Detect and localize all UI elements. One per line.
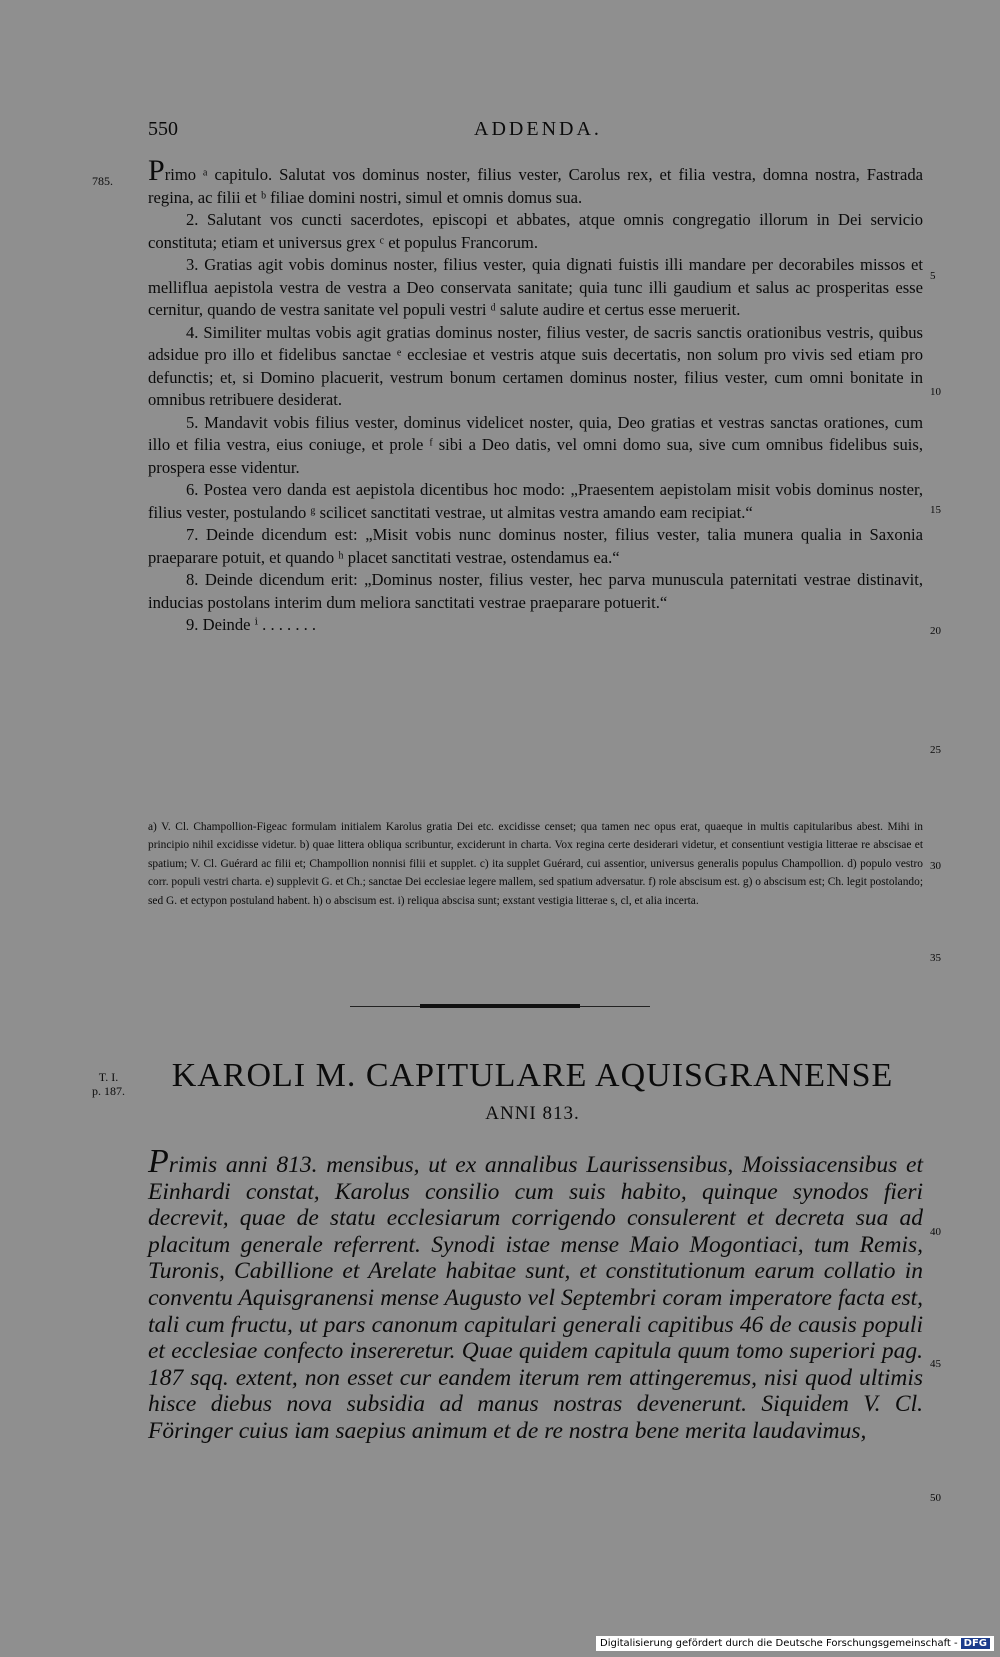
section-divider-bold [420, 1004, 580, 1008]
paragraph-9: 9. Deinde ⁱ . . . . . . . [186, 615, 317, 634]
line-number: 20 [930, 625, 941, 637]
document-number: 785. [92, 174, 113, 188]
paragraph-2: 2. Salutant vos cuncti sacerdotes, episcopi et abbates, atque omnis congregatio illorum in Dei servicio constituta; etiam et universus grex ᶜ et populus Francorum. [148, 210, 923, 252]
credit-text: Digitalisierung gefördert durch die Deutsche Forschungsgemeinschaft - [600, 1638, 958, 1649]
drop-initial: P [148, 154, 165, 187]
introduction [148, 1143, 923, 1445]
line-number: 35 [930, 952, 941, 964]
paragraph-7: 7. Deinde dicendum est: „Misit vobis nunc dominus noster, filius vester, talia munera qualia in Saxonia praeparare potuit, et quando ʰ placet sanctitati vestrae, ostendamus ea.“ [148, 525, 923, 567]
paragraph-6: 6. Postea vero danda est aepistola dicentibus hoc modo: „Praesentem aepistolam misit vobis dominus noster, filius vester, postulando ᵍ scilicet sanctitati vestrae, ut almitas vestra amando eam recipiat.“ [148, 480, 923, 522]
footnote-text: a) V. Cl. Champollion-Figeac formulam initialem Karolus gratia Dei etc. excidisse censet; qua tamen nec opus erat, quaeque in multis capitularibus abest. Mihi in principio nihil excidisse videtur. b) quae littera obliqua scribuntur, exciderunt in charta. Vox regina certe desiderari videtur, et consentiunt vestigia litterae re abscisae et spatium; V. Cl. Guérard ac filii et; Champollion nonnisi filii et supplet. c) ita supplet Guérard, cui assentior, universus generalis populus Champollion. d) populo vestro corr. populi vestri charta. e) supplevit G. et Ch.; sanctae Dei ecclesiae legere mallem, sed spatium adversatur. f) role abscisum est. g) o abscisum est; Ch. legit postolando; sed G. et ectypon postuland habent. h) o abscisum est. i) reliqua abscisa sunt; exstant vestigia litterae s, cl, et alia incerta. [148, 821, 923, 907]
paragraph-3: 3. Gratias agit vobis dominus noster, filius vester, quia dignati fuistis illi mandare per decorabiles missos et melliflua aepistola vestra de vestra a Deo conservata sanitate; quia tunc illi gaudium et salus ac prosperitas esse cernitur, quando de vestra sanitate vel populi vestri ᵈ salute audire et certus esse meruerit. [148, 255, 923, 319]
line-number: 25 [930, 744, 941, 756]
line-number: 15 [930, 504, 941, 516]
paragraph-1 [148, 154, 923, 209]
tome-reference [92, 1070, 125, 1098]
paragraph-8: 8. Deinde dicendum erit: „Dominus noster, filius vester, hec parva munuscula paternitati vestrae distinavit, inducias postolans interim dum meliora sanctitati vestrae praeparare potuerit.“ [148, 570, 923, 612]
paragraph-5: 5. Mandavit vobis filius vester, dominus videlicet noster, quia, Deo gratias et vestras sanctas orationes, cum illo et filia vestra, eius coniuge, et prole ᶠ sibi a Deo datis, vel omni domo sua, sive cum omnibus fidelibus suis, prospera esse videntur. [148, 412, 923, 477]
dfg-logo: DFG [961, 1638, 990, 1649]
drop-initial: P [148, 1143, 169, 1180]
line-number: 45 [930, 1358, 941, 1370]
running-title: ADDENDA. [474, 118, 602, 140]
introduction-text: rimis anni 813. mensibus, ut ex annalibus Laurissensibus, Moissiacensibus et Einhardi constat, Karolus consilio cum suis habito, quinque synodos fieri decrevit, quae de statu ecclesiarum corrigendo consulerent et decreta sua ad placitum generale referrent. Synodi istae mense Maio Mogontiaci, tum Remis, Turonis, Cabillione et Arelate habitae sunt, et constitutionum earum collatio in conventu Aquisgranensi mense Augusto vel Septembri coram imperatore facta est, tali cum fructu, ut pars canonum capitulari generali capitibus 46 de causis populi et ecclesiae confecto insereretur. Quae quidem capitula quum tomo superiori pag. 187 sqq. extent, non esset cur eandem iterum rem attingeremus, nisi quod ultimis hisce diebus nova subsidia ad manus nostras devenerunt. Siquidem V. Cl. Föringer cuius iam saepius animum et de re nostra bene merita laudavimus, [148, 1152, 923, 1444]
tome-reference-volume: T. I. [98, 1070, 119, 1084]
footnotes [148, 818, 923, 910]
line-number: 5 [930, 270, 936, 282]
paragraph-text: rimo ᵃ capitulo. Salutat vos dominus noster, filius vester, Carolus rex, et filia vestra, domna nostra, Fastrada regina, ac filii et ᵇ filiae domini nostri, simul et omnis domus sua. [148, 165, 923, 207]
line-number: 40 [930, 1226, 941, 1238]
page-number: 550 [148, 118, 178, 140]
paragraph-4: 4. Similiter multas vobis agit gratias dominus noster, filius vester, de sacris sanctis orationibus vestris, quibus adsidue pro illo et fidelibus sanctae ᵉ ecclesiae et vestris atque suis decertatis, non solum pro vivis sed etiam pro defunctis; et, si Domino placuerit, vestrum bonum certamen dominus noster, filius vester, cum omni bonitate in omnibus retribuere desiderat. [148, 322, 923, 409]
digitization-credit [596, 1636, 994, 1651]
tome-reference-page: p. 187. [92, 1084, 125, 1098]
section-subtitle: ANNI 813. [485, 1103, 580, 1124]
line-number: 10 [930, 386, 941, 398]
line-number: 30 [930, 860, 941, 872]
addenda-text [148, 154, 923, 637]
running-head [148, 118, 928, 148]
section-title: KAROLI M. CAPITULARE AQUISGRANENSE [171, 1057, 894, 1094]
line-number: 50 [930, 1492, 941, 1504]
